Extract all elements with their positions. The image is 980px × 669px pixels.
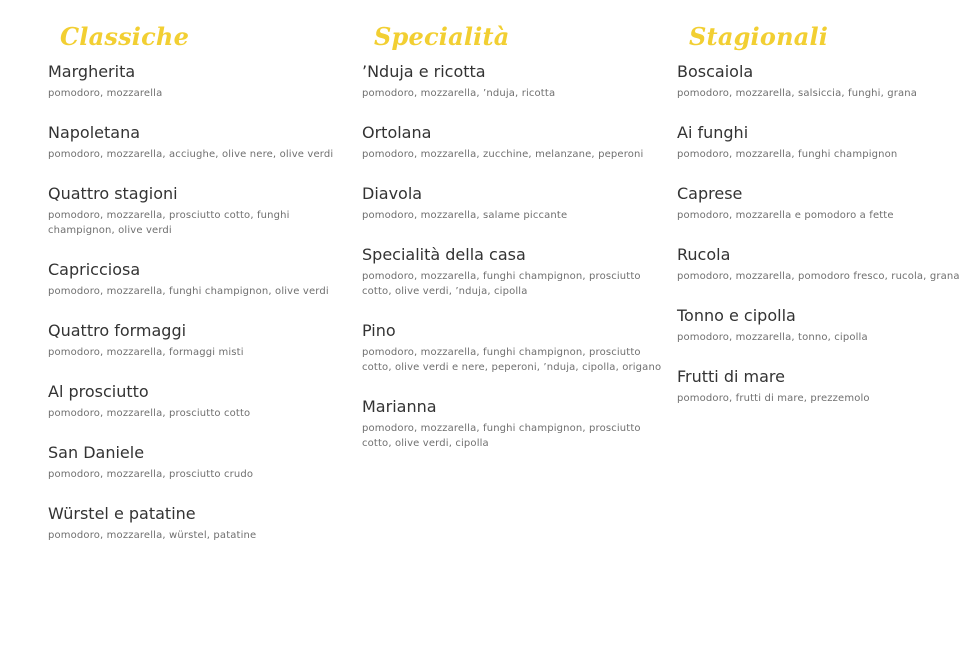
menu-item: [48, 382, 348, 421]
item-ingredients: pomodoro, mozzarella, prosciutto cotto: [48, 408, 251, 419]
item-name: San Daniele: [48, 443, 145, 462]
menu-item: [362, 321, 662, 375]
menu-section-specialita: [362, 18, 662, 473]
menu-item: [677, 184, 978, 223]
item-name: Marianna: [362, 397, 437, 416]
item-name: Ai funghi: [677, 123, 749, 142]
item-name: Pino: [362, 321, 396, 340]
item-name: Specialità della casa: [362, 245, 526, 264]
menu-item: [48, 62, 348, 101]
menu-item: [362, 62, 662, 101]
item-name: Caprese: [677, 184, 743, 203]
menu-item: [48, 504, 348, 543]
item-ingredients: pomodoro, mozzarella, salsiccia, funghi, grana: [677, 88, 918, 99]
item-ingredients: pomodoro, mozzarella, zucchine, melanzane, peperoni: [362, 149, 644, 160]
item-ingredients: pomodoro, mozzarella, funghi champignon, prosciutto cotto, olive verdi, cipolla: [362, 423, 641, 449]
item-ingredients: pomodoro, mozzarella, pomodoro fresco, rucola, grana: [677, 271, 960, 282]
menu-item: [48, 321, 348, 360]
item-ingredients: pomodoro, mozzarella, funghi champignon: [677, 149, 898, 160]
pizza-menu: [48, 18, 978, 658]
item-ingredients: pomodoro, frutti di mare, prezzemolo: [677, 393, 870, 404]
item-name: Tonno e cipolla: [677, 306, 796, 325]
item-ingredients: pomodoro, mozzarella, prosciutto cotto, funghi champignon, olive verdi: [48, 210, 290, 236]
section-title: Stagionali: [689, 22, 829, 51]
menu-item: [677, 123, 978, 162]
item-ingredients: pomodoro, mozzarella, würstel, patatine: [48, 530, 257, 541]
item-name: ’Nduja e ricotta: [362, 62, 486, 81]
item-ingredients: pomodoro, mozzarella, tonno, cipolla: [677, 332, 868, 343]
item-name: Rucola: [677, 245, 731, 264]
section-title: Classiche: [60, 22, 190, 51]
menu-item: [48, 260, 348, 299]
item-name: Quattro formaggi: [48, 321, 187, 340]
item-name: Würstel e patatine: [48, 504, 196, 523]
item-name: Margherita: [48, 62, 136, 81]
menu-section-classiche: [48, 18, 348, 565]
menu-section-stagionali: [677, 18, 978, 428]
item-name: Quattro stagioni: [48, 184, 178, 203]
menu-item: [362, 245, 662, 299]
item-name: Frutti di mare: [677, 367, 785, 386]
menu-item: [48, 184, 348, 238]
item-ingredients: pomodoro, mozzarella, acciughe, olive nere, olive verdi: [48, 149, 334, 160]
item-name: Boscaiola: [677, 62, 754, 81]
menu-item: [677, 306, 978, 345]
item-ingredients: pomodoro, mozzarella e pomodoro a fette: [677, 210, 894, 221]
item-name: Napoletana: [48, 123, 141, 142]
menu-item: [48, 123, 348, 162]
section-title: Specialità: [374, 22, 510, 51]
item-name: Ortolana: [362, 123, 432, 142]
item-ingredients: pomodoro, mozzarella, salame piccante: [362, 210, 568, 221]
item-name: Diavola: [362, 184, 423, 203]
menu-item: [362, 397, 662, 451]
item-ingredients: pomodoro, mozzarella, ’nduja, ricotta: [362, 88, 556, 99]
menu-item: [48, 443, 348, 482]
item-ingredients: pomodoro, mozzarella, formaggi misti: [48, 347, 244, 358]
menu-item: [677, 245, 978, 284]
menu-item: [677, 367, 978, 406]
item-ingredients: pomodoro, mozzarella: [48, 88, 163, 99]
item-ingredients: pomodoro, mozzarella, funghi champignon, prosciutto cotto, olive verdi e nere, peperoni, ’nduja, cipolla, origano: [362, 347, 662, 373]
menu-item: [677, 62, 978, 101]
item-ingredients: pomodoro, mozzarella, funghi champignon, prosciutto cotto, olive verdi, ’nduja, cipolla: [362, 271, 641, 297]
item-ingredients: pomodoro, mozzarella, prosciutto crudo: [48, 469, 254, 480]
item-name: Capricciosa: [48, 260, 141, 279]
menu-item: [362, 123, 662, 162]
item-ingredients: pomodoro, mozzarella, funghi champignon, olive verdi: [48, 286, 329, 297]
item-name: Al prosciutto: [48, 382, 149, 401]
menu-item: [362, 184, 662, 223]
